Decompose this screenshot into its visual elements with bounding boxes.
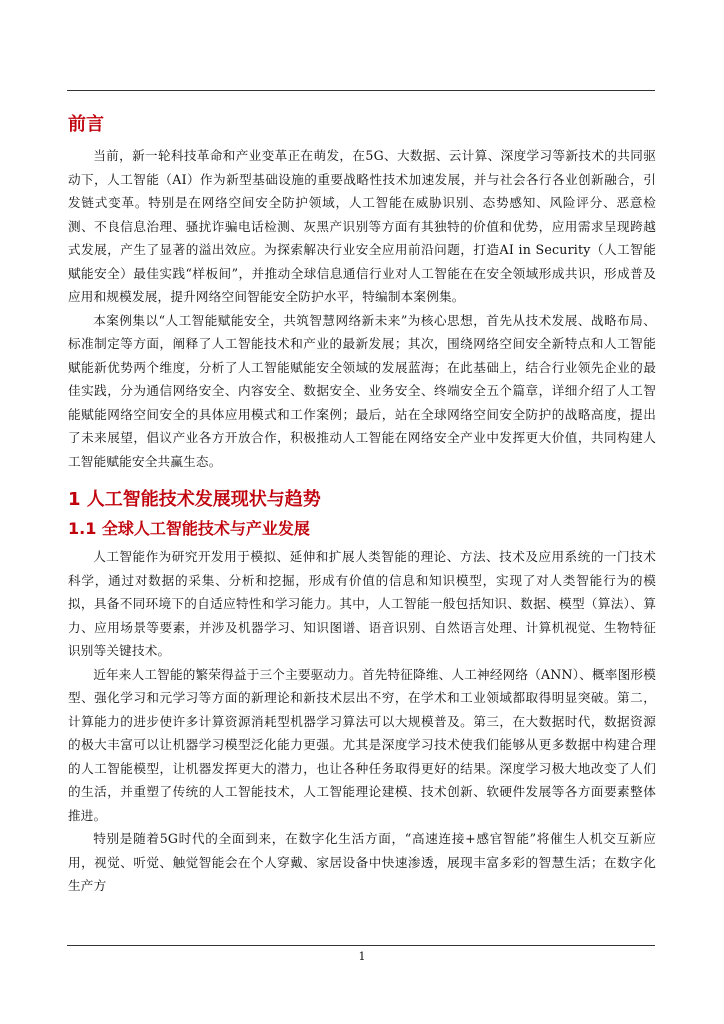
preface-heading: 前言 xyxy=(68,114,104,135)
page-body xyxy=(68,108,656,898)
section-1-1-heading: 1.1 全球人工智能技术与产业发展 xyxy=(68,519,310,538)
section-paragraph: 人工智能作为研究开发用于模拟、延伸和扩展人类智能的理论、方法、技术及应用系统的一门技术科学，通过对数据的采集、分析和挖掘，形成有价值的信息和知识模型，实现了对人类智能行为的模拟，具备不同环境下的自适应特性和学习能力。其中，人工智能一般包括知识、数据、模型（算法）、算力、应用场景等要素，并涉及机器学习、知识图谱、语音识别、自然语言处理、计算机视觉、生物特征识别等关键技术。 xyxy=(68,549,656,658)
preface-paragraph: 当前，新一轮科技革命和产业变革正在萌发，在5G、大数据、云计算、深度学习等新技术的共同驱动下，人工智能（AI）作为新型基础设施的重要战略性技术加速发展，并与社会各行各业创新融合，引发链式变革。特别是在网络空间安全防护领域，人工智能在威胁识别、态势感知、风险评分、恶意检测、不良信息治理、骚扰诈骗电话检测、灰黑产识别等方面有其独特的价值和优势，应用需求呈现跨越式发展，产生了显著的溢出效应。为探索解决行业安全应用前沿问题，打造AI in Security（人工智能赋能安全）最佳实践“样板间”，并推动全球信息通信行业对人工智能在在安全领域形成共识，形成普及应用和规模发展，提升网络空间智能安全防护水平，特编制本案例集。 xyxy=(68,148,656,304)
preface-paragraph: 本案例集以“人工智能赋能安全，共筑智慧网络新未来”为核心思想，首先从技术发展、战略布局、标准制定等方面，阐释了人工智能技术和产业的最新发展；其次，围绕网络空间安全新特点和人工智能赋能新优势两个维度，分析了人工智能赋能安全领域的发展蓝海；在此基础上，结合行业领先企业的最佳实践，分为通信网络安全、内容安全、数据安全、业务安全、终端安全五个篇章，详细介绍了人工智能赋能网络空间安全的具体应用模式和工作案例；最后，站在全球网络空间安全防护的战略高度，提出了未来展望，倡议产业各方开放合作，积极推动人工智能在网络安全产业中发挥更大价值，共同构建人工智能赋能安全共赢生态。 xyxy=(68,312,656,469)
section-paragraph: 特别是随着5G时代的全面到来，在数字化生活方面，“高速连接+感官智能”将催生人机交互新应用，视觉、听觉、触觉智能会在个人穿戴、家居设备中快速渗透，展现丰富多彩的智慧生活；在数字化生产方 xyxy=(68,831,656,893)
header-rule xyxy=(67,90,655,91)
chapter-1-heading: 1 人工智能技术发展现状与趋势 xyxy=(68,489,321,510)
page-number: 1 xyxy=(358,950,366,963)
footer-rule xyxy=(67,945,655,946)
section-paragraph: 近年来人工智能的繁荣得益于三个主要驱动力。首先特征降维、人工神经网络（ANN）、概率图形模型、强化学习和元学习等方面的新理论和新技术层出不穷，在学术和工业领域都取得明显突破。第二，计算能力的进步使许多计算资源消耗型机器学习算法可以大规模普及。第三，在大数据时代，数据资源的极大丰富可以让机器学习模型泛化能力更强。尤其是深度学习技术使我们能够从更多数据中构建合理的人工智能模型，让机器发挥更大的潜力，也让各种任务取得更好的结果。深度学习极大地改变了人们的生活，并重塑了传统的人工智能技术，人工智能理论建模、技术创新、软硬件发展等各方面要素整体推进。 xyxy=(68,666,656,823)
